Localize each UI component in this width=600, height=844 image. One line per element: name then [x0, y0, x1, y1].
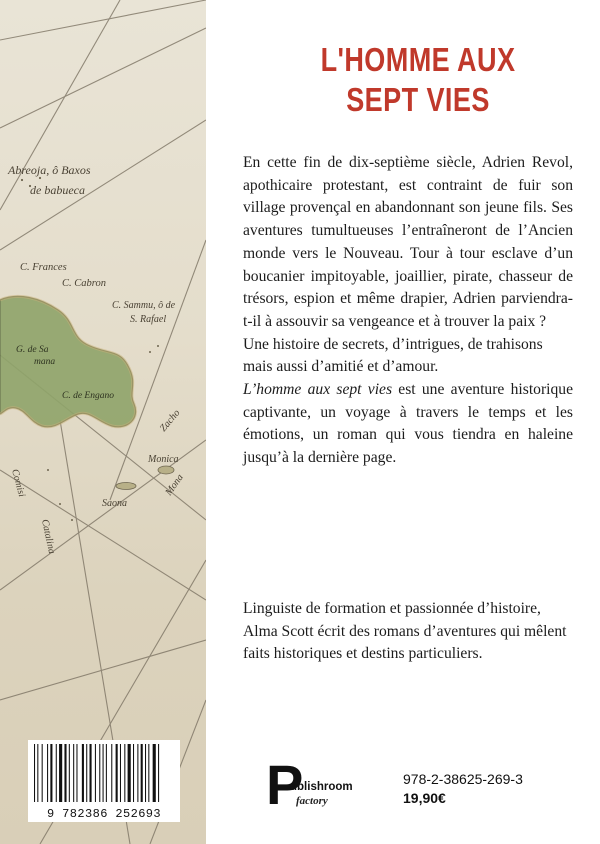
synopsis-paragraph-3: [243, 379, 573, 470]
barcode: [28, 740, 180, 822]
price: 19,90€: [403, 790, 446, 806]
svg-text:G. de Sa: G. de Sa: [16, 345, 49, 355]
svg-text:C. Cabron: C. Cabron: [62, 278, 106, 289]
svg-text:Saona: Saona: [102, 498, 127, 509]
isbn: 978-2-38625-269-3: [403, 771, 523, 787]
svg-text:mana: mana: [34, 357, 56, 367]
svg-text:de babueca: de babueca: [30, 183, 85, 197]
author-bio: Linguiste de formation et passionnée d’histoire, Alma Scott écrit des romans d’aventures qui mêlent faits historiques et destins particuliers.: [243, 600, 567, 663]
book-title: [295, 40, 541, 120]
barcode-number: 9 782386 252693: [46, 807, 162, 821]
svg-text:C. de Engano: C. de Engano: [62, 391, 114, 401]
svg-text:S. Rafael: S. Rafael: [130, 314, 167, 325]
synopsis-paragraph-1: En cette fin de dix-septième siècle, Adrien Revol, apothicaire protestant, est contraint de fuir son village provençal en abandonnant son jeune fils. Ses aventures tumultueuses l’entraîneront de l’Ancien monde vers le Nouveau. Tour à tour esclave d’un boucanier impitoyable, joaillier, pirate, chasseur de trésors, espion et même drapier, Adrien parviendra-t-il à assouvir sa vengeance et à trouver la paix ?: [243, 154, 573, 330]
svg-text:Comisi: Comisi: [9, 467, 28, 499]
book-title-italic: L’homme aux sept vies: [243, 381, 393, 399]
synopsis-paragraph-2: Une histoire de secrets, d’intrigues, de trahisons mais aussi d’amitié et d’amour.: [243, 335, 543, 376]
svg-text:Abreoja, ô Baxos: Abreoja, ô Baxos: [8, 163, 91, 177]
barcode-bars: [28, 740, 180, 806]
map-labels: [0, 0, 206, 844]
publisher-logo-name: ublishroom: [290, 781, 353, 793]
synopsis-paragraph-3-text: est une aventure historique captivante, un voyage à travers le temps et les émotions, un roman qui vous tiendra en haleine jusqu’à la dernière page.: [243, 381, 573, 467]
publisher-logo-sub: factory: [296, 795, 328, 807]
svg-text:C. Frances: C. Frances: [20, 262, 67, 273]
map-illustration: [0, 0, 206, 844]
synopsis: [243, 152, 573, 470]
svg-text:Mona: Mona: [163, 472, 186, 498]
svg-text:Monica: Monica: [148, 454, 179, 465]
title-line-1: L'HOMME AUX: [320, 41, 516, 78]
svg-text:C. Sammu, ô de: C. Sammu, ô de: [112, 300, 176, 311]
svg-text:Catalina: Catalina: [39, 518, 58, 555]
title-line-2: SEPT VIES: [346, 81, 490, 118]
publisher-logo: [266, 753, 362, 817]
publisher-logo-mark: P: [266, 753, 304, 816]
svg-text:Zacho: Zacho: [157, 407, 183, 434]
